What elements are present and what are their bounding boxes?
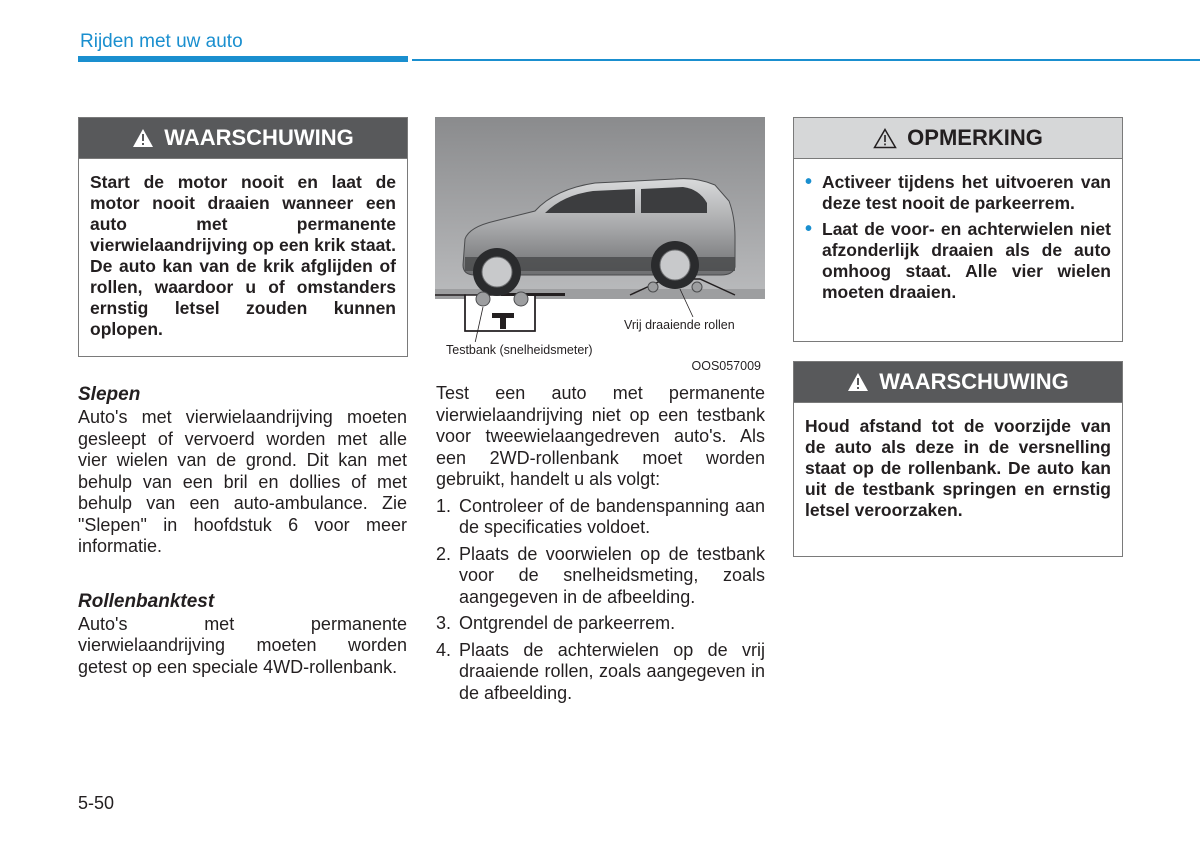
bench-label: Testbank (snelheidsmeter)	[443, 342, 596, 358]
rollers-label: Vrij draaiende rollen	[621, 317, 738, 333]
towing-heading: Slepen	[78, 384, 141, 405]
procedure-steps	[436, 496, 765, 705]
list-item: 4. Plaats de achterwielen op de vrij draaiende rollen, zoals aangegeven in de afbeelding.	[436, 639, 765, 703]
warning-box-jack	[78, 117, 408, 357]
car-on-dyno-image	[435, 117, 765, 377]
section-title: Rijden met uw auto	[80, 31, 243, 52]
warning-text: Houd afstand tot de voorzijde van de auto als deze in de versnelling staat op de rollenbank. De auto kan uit de testbank springen en ernstig letsel veroorzaken.	[805, 416, 1111, 520]
warning-heading: WAARSCHUWING	[164, 125, 354, 150]
page-number: 5-50	[78, 793, 115, 813]
note-bullet: • Laat de voor- en achterwielen niet afzonderlijk draaien als de auto omhoog staat. Alle vier wielen moeten draaien.	[805, 219, 1111, 303]
note-box	[793, 117, 1123, 342]
towing-paragraph: Auto's met vierwielaandrijving moeten gesleept of vervoerd worden met alle vier wielen van de grond. Dit kan met behulp van een bril en dollies of met behulp van een auto-ambulance. Zie "Slepen" in hoofdstuk 6 voor meer informatie.	[78, 407, 407, 556]
list-item: 1. Controleer of de bandenspanning aan de specificaties voldoet.	[436, 495, 765, 537]
warning-heading: WAARSCHUWING	[879, 369, 1069, 394]
note-heading: OPMERKING	[907, 125, 1043, 150]
dyno-test-illustration	[435, 117, 765, 377]
warning-box-dyno	[793, 361, 1123, 557]
note-body	[794, 159, 1122, 303]
left-column	[78, 383, 407, 678]
dyno-paragraph: Auto's met permanente vierwielaandrijving moeten worden getest op een speciale 4WD-rollenbank.	[78, 613, 407, 677]
list-item: 3. Ontgrendel de parkeerrem.	[436, 613, 676, 633]
note-header	[794, 118, 1122, 159]
figure-code: OOS057009	[691, 359, 761, 373]
warning-header	[794, 362, 1122, 403]
warning-triangle-icon	[132, 128, 154, 148]
dyno-heading: Rollenbanktest	[78, 590, 215, 612]
note-bullet: • Activeer tijdens het uitvoeren van deze test nooit de parkeerrem.	[805, 172, 1111, 214]
header-rule-dark	[78, 56, 408, 62]
header-rule-light	[412, 59, 1200, 61]
list-item: 2. Plaats de voorwielen op de testbank voor de snelheidsmeting, zoals aangegeven in de afbeelding.	[436, 543, 765, 607]
warning-triangle-icon	[847, 372, 869, 392]
warning-header	[79, 118, 407, 159]
middle-column	[436, 383, 765, 709]
procedure-intro: Test een auto met permanente vierwielaandrijving niet op een testbank voor tweewielaangedreven auto's. Als een 2WD-rollenbank moet worden gebruikt, handelt u als volgt:	[436, 383, 765, 489]
note-triangle-icon	[873, 128, 897, 149]
warning-text: Start de motor nooit en laat de motor nooit draaien wanneer een auto met permanente vierwielaandrijving op een krik staat. De auto kan van de krik afglijden of rollen, waardoor u of omstanders ernstig letsel zouden kunnen oplopen.	[90, 172, 396, 339]
